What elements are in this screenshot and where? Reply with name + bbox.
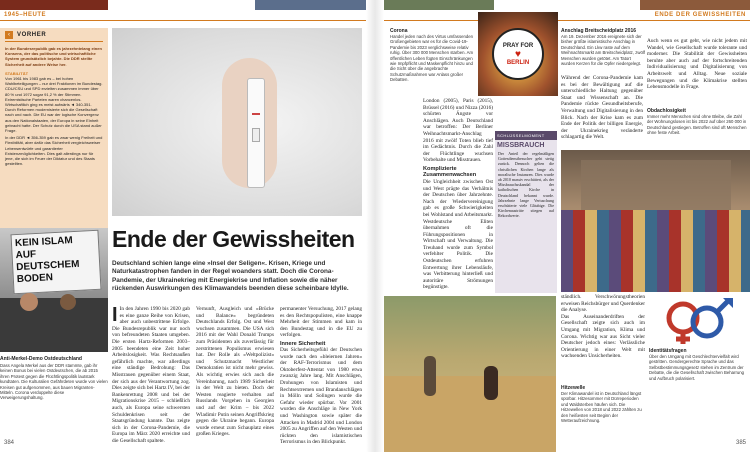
homeless-camp-photo	[561, 150, 750, 292]
pray-for-berlin-photo	[478, 12, 558, 96]
sidebar-item1-text: Von 1961 bis 1983 gab es – bei hohen Wahlbeteiligungen – nur drei Fraktionen im Bundestag. CDU/CSU und SPD erzielten zusammen immer über 80 % und 1972 sogar 91,2 % der Stimmen. Extremistische Parteien waren chancenlos. Wirtschaftlich ging es meist aufwärts ◄ 340-351. Durch Reformen modernisierte sich die Gesellschaft nach und nach. Die EU war der logische Konvergenz aus den Nationalstaaten, der Europa in seine Einheit gebracht hatte. Der Schutz durch die USA stand außer Frage.	[5, 76, 103, 134]
right-body-colR: Auch wenn es gut geht, wie nicht jedem mit Wandel, wie Gesellschaft wurde tolerante und moderner. Die Stabilität der Gewissheiten beruhte aber auch auf der fortschreitenden Individualisierung und Digitalisierung von Arbeitswelt und Alltag. Neue soziale Bewegungen und die Klimakrise stellten Lebensmodelle in Frage.	[647, 38, 747, 91]
sidebar-intro: In der Bundesrepublik gab es jahrzehntelang einen Konsens, der das politische und wirtschaftliche System grundsätzlich bejahte. Die DDR stellte Sicherheit auf andere Weise her.	[5, 46, 102, 67]
left-body-col3: permanenter Versuchung, 2017 gelang es den Rechtspopulisten, eine knappe Mehrheit der Stimmen und kam in den Bundestag und in die EU zu verfolgen. Innere Sicherheit Das Sicherheitsgefühl der Deutschen wurde nach den »bleiernen Jahren« der RAF-Terrorismus und dem Oktoberfest-Attentat von 1980 etwa zwanzig Jahre lang. Mit Anschlägen, Drohungen von Islamisten und Rechtsextremen und Brandanschlägen in Mölln und Solingen wurde die Gefahr wieder spürbar. Vor 2001 wurden die Anschläge in New York und Washington sowie später die Attacken in Madrid 2004 und London 2005 zu Angriffen auf den Westen und rückten den islamistischen Terrorismus in den Blickpunkt.	[280, 306, 362, 446]
corona-caption: Handel jeden nach des Virtus umfassenden Großengebieten war es für die Covid-19-Pandemie bis 2023 verglichsweise relativ ruhig. Über 300 000 Menschen starben. Am öffentlichen Leben fügten Einschränkungen wie Impfpflicht und Maskenpflicht hinzu und die Sicht über die angebrachte Schutzmaßnahmen war Anlass großer Debatten.	[390, 34, 474, 83]
heat-caption-head: Hitzewelle	[561, 385, 586, 391]
heat-caption: Der Klimawandel ist in Deutschland längst spürbar. Hitzesommer mit Dürreperioden und Waldsterben häufen sich. Die Hitzewellen von 2018 und 2022 zählten zu den heißesten seit Beginn der Wetteraufzeichnung.	[561, 391, 642, 424]
attack-caption: Am 19. Dezember 2016 ereignete sich der bisher größte islamistische Anschlag in Deutschland. Ein Lkw raste auf dem Weihnachtsmarkt am Breitscheidplatz, zwölf Menschen wurden getötet. Am Tatort wurden Kerzen für die Opfer niedergelegt.	[561, 34, 645, 67]
attack-caption-block	[561, 28, 645, 66]
left-running-head: 1945–HEUTE	[4, 12, 47, 18]
back-arrow-icon: ‹	[5, 31, 13, 39]
right-body-colA: London (2005), Paris (2015), Brüssel (2016) und Nizza (2016) schürten Ängste vor Anschlägen. Auch Deutschland war betroffen: Der Berliner Weihnachtsmarkt-Anschlag 2016 mit zwölf Toten blieb tief im Gedächtnis. Durch die Zahl der Flüchtlinge wuchsen Vorbehalte und Misstrauen. Komplizierte Zusammenwachsen Die Ungleichheit zwischen Ost und West prägte das Verhältnis der Deutschen über Jahrzehnte. Nach der Wiedervereinigung gab es große Schwierigkeiten bei Wohlstand und Arbeitsmarkt. Westdeutsche Eliten übernahmen oft die Führungspositionen in Wirtschaft und Verwaltung. Die Treuhand wurde zum Symbol verfehlter Politik. Die Ostdeutschen erfuhren Entwertung ihrer Lebensläufe, was Verbitterung hinterließ und autoritäre Strömungen begünstigte.	[423, 98, 493, 291]
protest-photo	[0, 228, 108, 352]
box-text: Der Anteil der regelmäßigen Gottesdienstbesucher geht stetig zurück. Dennoch gelten die christlichen Kirchen lange als moralische Instanzen. Dies wurde ab 2010 massiv erschüttert, als der Missbrauchsskandal der katholischen Kirche in Deutschland bekannt wurde. Jahrzehnte lange Vertuschung erschütterte viele Gläubige. Die Kirchenaustritte stiegen auf Rekordwerte.	[498, 151, 554, 219]
refugee-caption: Immer mehr Menschen sind ohne Bleibe, die Zahl der Wohnungslosen ist bis 2022 auf über 260 000 in Deutschland gestiegen. Betroffen sind oft Menschen ohne feste Arbeit.	[647, 114, 747, 136]
heat-caption-block	[561, 385, 643, 423]
gender-symbols-icon	[649, 296, 746, 346]
sidebar-tab-label: VORHER	[17, 32, 47, 38]
left-header-bar	[0, 0, 366, 22]
right-running-head: ENDE DER GEWISSHEITEN	[654, 12, 746, 18]
article-title: Ende der Gewissheiten	[112, 226, 355, 252]
right-body-colC: ständlich. Verschwörungstheorien erweisen Reichsbürger und Querdenker die Analyse. Das Auseinanderdriften der Gesellschaft zeigte sich auch im Umgang mit Migration, Klima und Corona. Wichtig war aus Sicht vieler Deutscher jedoch eines: Verlässliche Orientierung in einer Welt mit wachsenden Unsicherheiten.	[561, 294, 645, 360]
corona-caption-head: Corona	[390, 28, 408, 34]
article-subtitle: Deutschland schien lange eine »Insel der Seligen«. Krisen, Kriege und Naturkatastrophen fanden in der Regel woanders statt. Doch die Corona-Pandemie, der Ukrainekrieg mit Energiekrise und Inflation sowie die näher rückenden Auswirkungen des Klimawandels beenden diese scheinbare Idylle.	[112, 260, 349, 293]
corona-caption-block	[390, 28, 474, 83]
left-body-col1: I In den Jahren 1990 bis 2020 gab es eine ganze Reihe von Krisen, aber auch unbestrittene Erfolge. Die Bundesrepublik war nur noch von befreundeten Staaten umgeben. Die ersten Hartz-Reformen 2003–2005 beendeten eine Zeit hoher Arbeitslosigkeit. Was Rechtsaußen gefährlich machte, war allerdings eine ständige Bedrohung: Das Misstrauen gegenüber einem Staat, der sich aus der Verantwortung zog. Dies zeigte sich bei Hartz IV, bei der Bankenrettung 2008 und bei der Migrationskrise 2015 – schließlich auch, als Europa seine schwersten Schuldenkrisen seit der Staatsgründung kannte. Das zeigte sich in der Corona-Pandemie, die Europa im März 2020 erreichte und die Gesellschaft spaltete.	[112, 304, 190, 444]
col3-head: Innere Sicherheit	[280, 340, 326, 347]
corona-test-photo	[112, 28, 362, 216]
sidebar-item2-text: In der DDR ◄ 356-359 gab es zwar wenig Freiheit und Flexibilität, aber dafür das Sicherheit vergleichsweiser Lebensentwürfe und garantierter Existenzmöglichkeiten. Dies galt allerdings nur für jene, die sich im Feuer der Diktatur und des Staats gestellten.	[5, 135, 103, 167]
protest-sign-text: KEIN ISLAM AUF DEUTSCHEM BODEN	[14, 235, 80, 286]
poster-text-top: PRAY FOR	[502, 42, 534, 49]
poster-text-bottom: BERLIN	[506, 59, 530, 66]
protest-caption: Dass Angela Merkel aus der DDR stammte, gab ihr keinen Bonus bei vielen Ostdeutschen, die ab 2015 ihren Protest gegen die Flüchtlingspolitik lautstark kundtaten. Die Kulturalien Gefährdeten wurde von vielen Kreisen gut aufgenommen, aus bauen Migranten-Mitteln. Corona verdoppelte diese Verweigerungshaltung.	[0, 363, 108, 401]
right-page-number: 385	[735, 440, 746, 446]
box-tag: SCHLÜSSELMOMENT	[495, 131, 557, 140]
sidebar-item1-head: STABILITÄT	[5, 70, 29, 76]
right-header-bar	[384, 0, 750, 22]
protest-caption-head: Anti-Merkel-Demo Ostdeutschland	[0, 356, 82, 362]
attack-caption-head: Anschlag Breitscheidplatz 2016	[561, 28, 637, 34]
heatwave-photo	[384, 296, 556, 452]
identity-caption-block	[649, 348, 746, 381]
left-page-number: 384	[4, 440, 15, 446]
identity-caption-head: Identitätsfragen	[649, 348, 687, 354]
gender-symbols-graphic	[649, 296, 746, 346]
heart-icon: ♥	[515, 48, 521, 60]
page-gutter	[366, 0, 384, 452]
missbrauch-box	[495, 131, 557, 293]
box-title: MISSBRAUCH	[497, 142, 545, 149]
refugee-caption-block	[647, 108, 747, 136]
refugee-caption-head: Obdachlosigkeit	[647, 108, 686, 114]
identity-caption: Über den Umgang mit Geschlechtervielfalt wird gestritten. Gendergerechte Sprache und das Selbstbestimmungsgesetz stehen im Zentrum der Debatte, die die Gesellschaft zwischen Beharrung und Aufbruch polarisiert.	[649, 354, 745, 381]
left-body-col2: Vernunft, Ausgleich und »Brücke und Balance« begründeten Deutschlands Erfolg. Ost und West wuchsen zusammen. Die USA sich 2016 mit der Wahl Donald Trumps zum Präsidenten als zuverlässig für zerstrittenen Populismus erwiesen hat. Der Rolle als »Weltpolizist« und Schutzmacht Westlicher Demokratien ist nicht mehr gewiss. Als wichtig erwies sich auch die Vereinbarung, nach 1989 Sicherheit in der Welt zu bieten. Doch der Westen reagierte verhalten auf Russlands Vorgehen in Georgien und auf der Krim – bis 2022 Wladimir Putin seinen Angriffskrieg gegen die Ukraine begann. Europa wurde erneut zum Schauplatz eines großen Krieges.	[196, 306, 274, 438]
right-body-colB: Während der Corona-Pandemie kam es bei der Bewältigung auf die unterschiedliche Haltung gegenüber Staat und Wissenschaft an. Die Pandemie rückte Gesundheitsberufe, Verwaltung und Digitalisierung in den Blick. Nach der Krise kam es zum Ende der Politik der billigen Energie, der Ukrainekrieg veränderte schlagartig die Welt.	[561, 75, 643, 141]
colA-head: Komplizierte Zusammenwachsen	[423, 165, 477, 179]
